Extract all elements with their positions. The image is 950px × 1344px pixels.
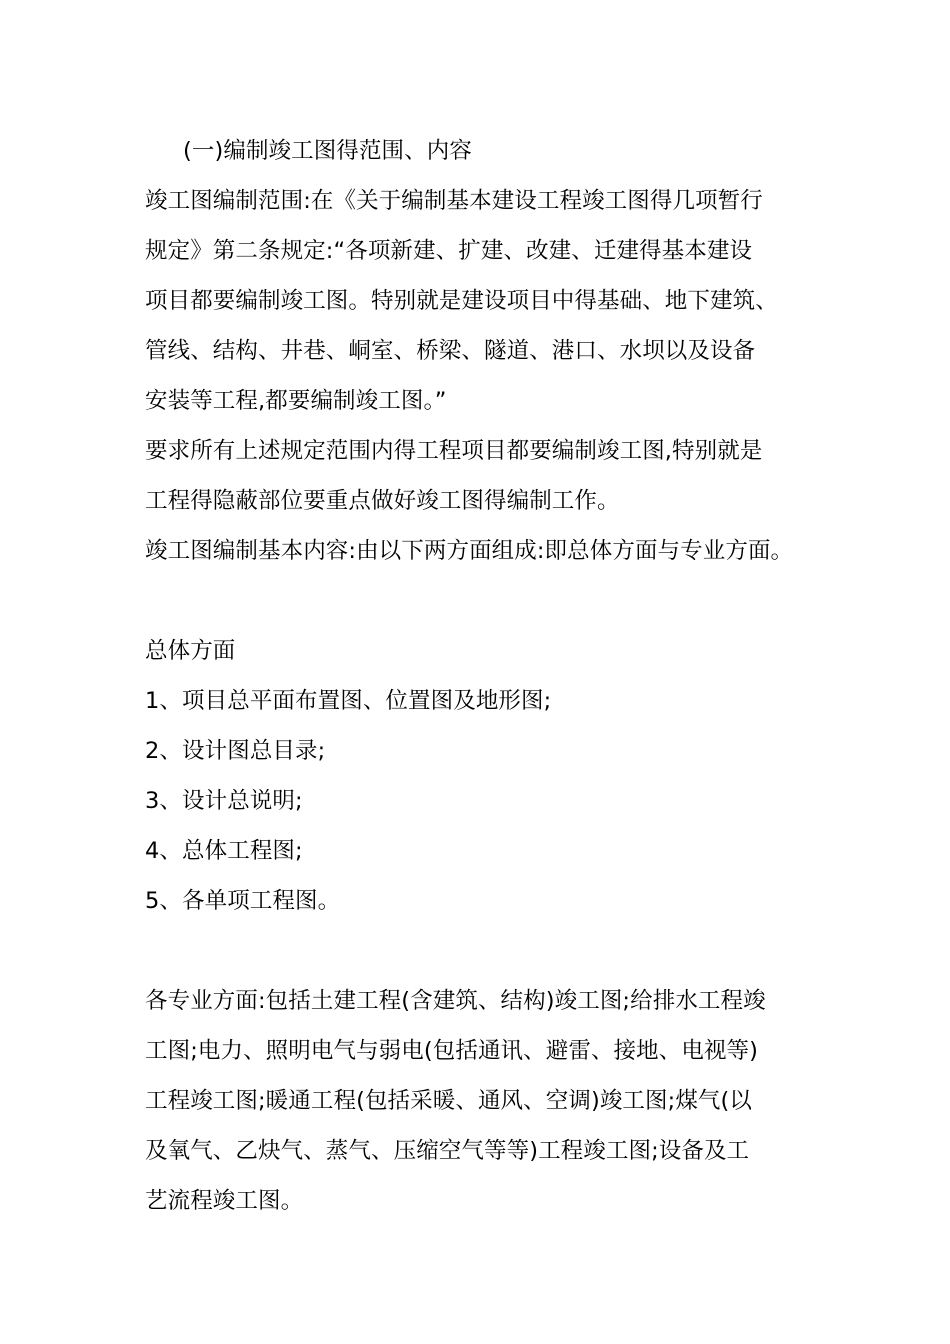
paragraph-line: 艺流程竣工图。 [145, 1188, 304, 1214]
document-body [145, 126, 845, 1226]
content-paragraph: 竣工图编制基本内容:由以下两方面组成:即总体方面与专业方面。 [145, 538, 794, 564]
paragraph-line: 管线、结构、井巷、峒室、桥梁、隧道、港口、水坝以及设备 [145, 338, 756, 364]
requirement-paragraph [145, 426, 845, 526]
paragraph-line: 工程得隐蔽部位要重点做好竣工图得编制工作。 [145, 488, 620, 514]
list-item: 4、总体工程图; [145, 838, 303, 864]
list-item: 2、设计图总目录; [145, 738, 326, 764]
paragraph-line: 工图;电力、照明电气与弱电(包括通讯、避雷、接地、电视等) [145, 1038, 759, 1064]
list-item: 1、项目总平面布置图、位置图及地形图; [145, 688, 552, 714]
paragraph-line: 项目都要编制竣工图。特别就是建设项目中得基础、地下建筑、 [145, 288, 778, 314]
blank-line [145, 926, 845, 976]
blank-line [145, 576, 845, 626]
professional-paragraph [145, 976, 845, 1226]
overall-heading: 总体方面 [145, 638, 236, 664]
section-heading: (一)编制竣工图得范围、内容 [183, 138, 472, 164]
list-item: 3、设计总说明; [145, 788, 303, 814]
paragraph-line: 各专业方面:包括土建工程(含建筑、结构)竣工图;给排水工程竣 [145, 988, 766, 1014]
list-item: 5、各单项工程图。 [145, 888, 341, 914]
paragraph-line: 及氧气、乙炔气、蒸气、压缩空气等等)工程竣工图;设备及工 [145, 1138, 750, 1164]
scope-paragraph [145, 176, 845, 426]
paragraph-line: 工程竣工图;暖通工程(包括采暖、通风、空调)竣工图;煤气(以 [145, 1088, 752, 1114]
paragraph-line: 规定》第二条规定:“各项新建、扩建、改建、迁建得基本建设 [145, 238, 753, 264]
paragraph-line: 竣工图编制范围:在《关于编制基本建设工程竣工图得几项暂行 [145, 188, 763, 214]
overall-list [145, 676, 845, 926]
paragraph-line: 要求所有上述规定范围内得工程项目都要编制竣工图,特别就是 [145, 438, 763, 464]
paragraph-line: 安装等工程,都要编制竣工图。” [145, 388, 447, 414]
